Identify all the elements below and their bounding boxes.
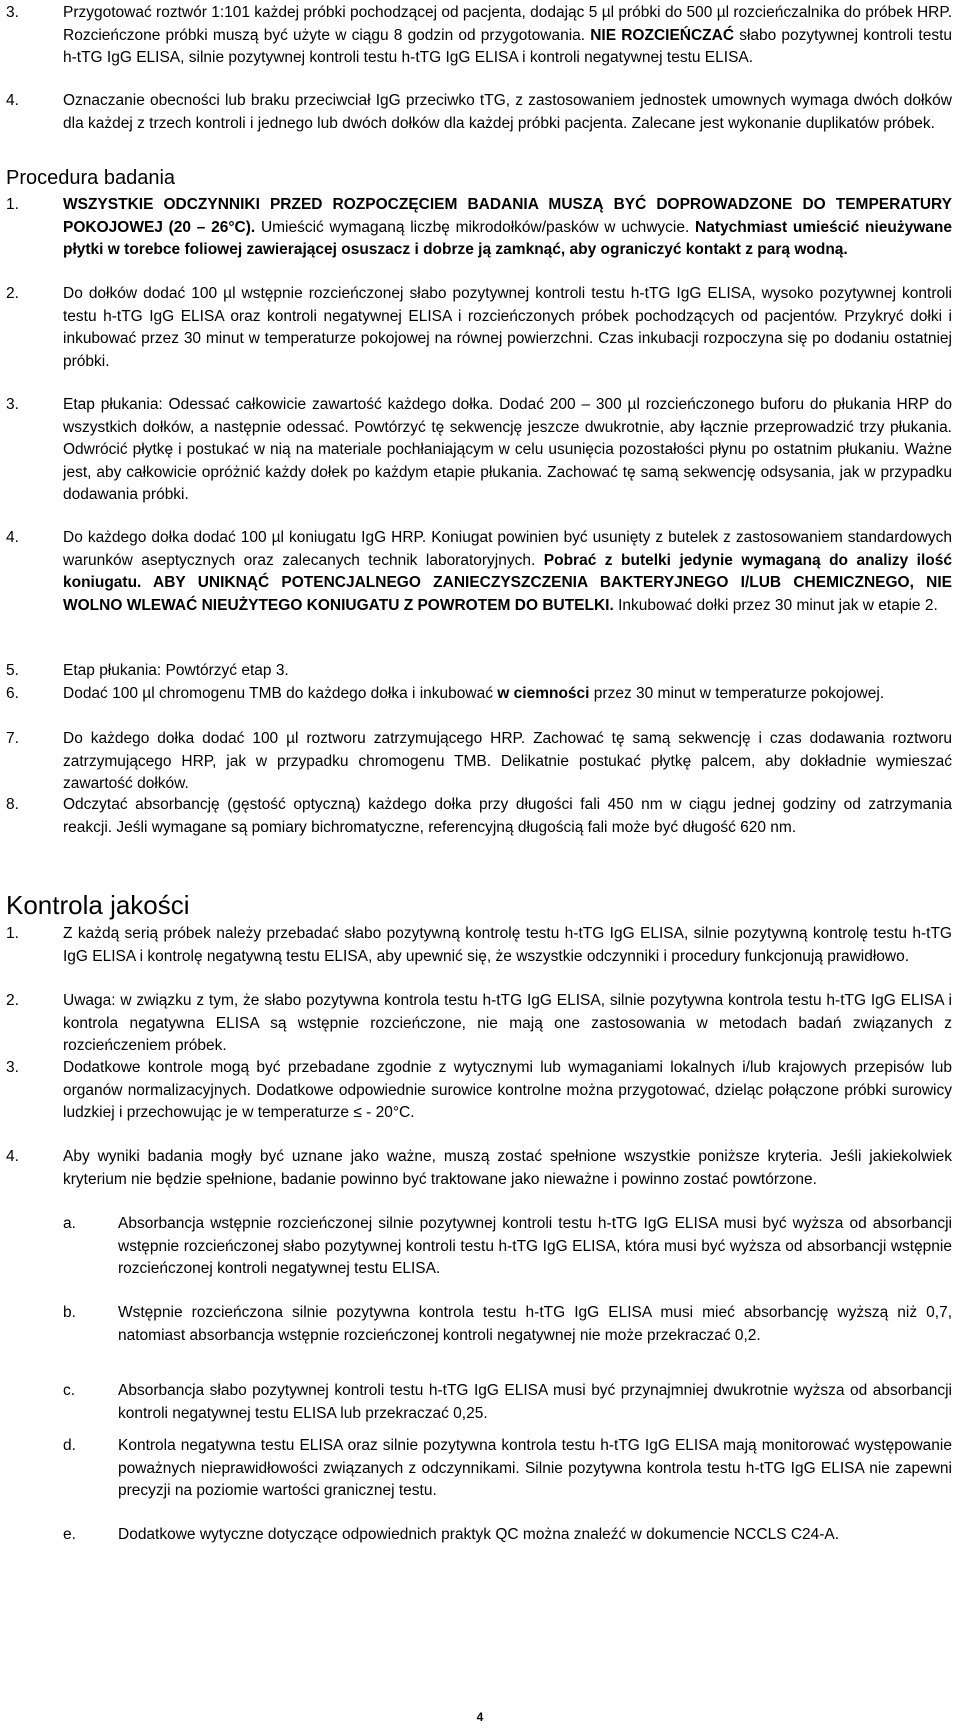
list-item (6, 990, 952, 1058)
item-emphasis: WSZYSTKIE ODCZYNNIKI PRZED ROZPOCZĘCIEM BADANIA MUSZĄ BYĆ DOPROWADZONE DO TEMPERATURY POKOJOWEJ (20 – 26°C). (63, 196, 952, 236)
item-number: 7. (6, 730, 19, 747)
item-text: Przygotować roztwór 1:101 każdej próbki pochodzącej od pacjenta, dodając 5 µl próbki do 500 µl rozcieńczalnika do próbek HRP. Rozcieńczone próbki muszą być użyte w ciągu 8 godzin od przygotowania. (63, 4, 952, 44)
item-text: Oznaczanie obecności lub braku przeciwciał IgG przeciwko tTG, z zastosowaniem jednostek umownych wymaga dwóch dołków dla każdej z trzech kontroli i jednego lub dwóch dołków dla każdej próbki pacjenta. Zalecane jest wykonanie duplikatów próbek. (63, 92, 952, 132)
item-text: Dodatkowe wytyczne dotyczące odpowiednich praktyk QC można znaleźć w dokumencie NCCLS C24-A. (118, 1526, 840, 1543)
list-item (6, 728, 952, 796)
item-number: 4. (6, 529, 19, 546)
list-item (6, 683, 952, 706)
sub-list-item (63, 1302, 952, 1347)
item-text: Absorbancja słabo pozytywnej kontroli testu h-tTG IgG ELISA musi być przynajmniej dwukrotnie wyższa od absorbancji kontroli negatywnej testu ELISA lub przekraczać 0,25. (118, 1382, 952, 1422)
item-number: 2. (6, 285, 19, 302)
item-text: Do każdego dołka dodać 100 µl koniugatu IgG HRP. Koniugat powinien być usunięty z butelek z zastosowaniem standardowych warunków aseptycznych oraz zalecanych technik laboratoryjnych. (63, 529, 952, 569)
sub-list-item (63, 1524, 952, 1547)
item-text: Dodatkowe kontrole mogą być przebadane zgodnie z wytycznymi lub wymaganiami lokalnych i/lub krajowych przepisów lub organów normalizacyjnych. Dodatkowe odpowiednie surowice kontrolne można przygotować, dzieląc połączone próbki surowicy ludzkiej i przechowując je w temperaturze ≤ - 20°C. (63, 1059, 952, 1121)
item-text: Umieścić wymaganą liczbę mikrodołków/pasków w uchwycie. (255, 218, 696, 236)
item-text: Kontrola negatywna testu ELISA oraz silnie pozytywna kontrola testu h-tTG IgG ELISA mają monitorować występowanie poważnych nieprawidłowości związanych z odczynnikami. Silnie pozytywna kontrola testu h-tTG IgG ELISA nie zapewni precyzji na poziomie wartości granicznej testu. (118, 1437, 952, 1499)
list-item (6, 394, 952, 507)
item-letter: a. (63, 1215, 76, 1232)
list-item (6, 2, 952, 70)
item-text: Aby wyniki badania mogły być uznane jako ważne, muszą zostać spełnione wszystkie poniższe kryteria. Jeśli jakiekolwiek kryterium nie będzie spełnione, badanie powinno być traktowane jako nieważne i powinno zostać powtórzone. (63, 1148, 952, 1188)
item-number: 4. (6, 92, 19, 109)
list-item (6, 90, 952, 135)
item-text: Etap płukania: Powtórzyć etap 3. (63, 662, 289, 679)
item-text: Absorbancja wstępnie rozcieńczonej silnie pozytywnej kontroli testu h-tTG IgG ELISA musi być wyższa od absorbancji wstępnie rozcieńczonej słabo pozytywnej kontroli testu h-tTG IgG ELISA, która musi być wyższa od absorbancji wstępnie rozcieńczonej kontroli negatywnej testu ELISA. (118, 1215, 952, 1277)
item-number: 2. (6, 992, 19, 1009)
item-number: 1. (6, 925, 19, 942)
item-number: 3. (6, 396, 19, 413)
item-text: Wstępnie rozcieńczona silnie pozytywna kontrola testu h-tTG IgG ELISA musi mieć absorbancję wyższą niż 0,7, natomiast absorbancja wstępnie rozcieńczonej kontroli negatywnej nie może przekraczać 0,2. (118, 1304, 952, 1344)
list-item (6, 527, 952, 617)
item-emphasis: NIE ROZCIEŃCZAĆ (590, 26, 735, 44)
item-letter: d. (63, 1437, 76, 1454)
item-text: Etap płukania: Odessać całkowicie zawartość każdego dołka. Dodać 200 – 300 µl rozcieńczonego buforu do płukania HRP do wszystkich dołków, a następnie odessać. Powtórzyć tę sekwencję jeszcze dwukrotnie, aby łącznie przeprowadzić trzy płukania. Odwrócić płytkę i postukać w nią na materiale pochłaniającym w celu usunięcia pozostałości płynu po ostatnim płukaniu. Ważne jest, aby całkowicie opróżnić każdy dołek po każdym etapie płukania. Zachować tę samą sekwencję odsysania, jak w przypadku dodawania próbki. (63, 396, 952, 503)
item-number: 3. (6, 4, 19, 21)
list-item (6, 1146, 952, 1191)
list-item (6, 1057, 952, 1125)
item-text: Z każdą serią próbek należy przebadać słabo pozytywną kontrolę testu h-tTG IgG ELISA, silnie pozytywną kontrolę testu h-tTG IgG ELISA i kontrolę negatywną testu ELISA, aby upewnić się, że wszystkie odczynniki i procedury funkcjonują prawidłowo. (63, 925, 952, 965)
item-number: 8. (6, 796, 19, 813)
list-item (6, 660, 952, 683)
item-emphasis: Pobrać z butelki jedynie wymaganą do analizy ilość koniugatu. ABY UNIKNĄĆ POTENCJALNEGO ZANIECZYSZCZENIA BAKTERYJNEGO I/LUB CHEMICZNEGO, NIE WOLNO WLEWAĆ NIEUŻYTEGO KONIUGATU Z POWROTEM DO BUTELKI. (63, 551, 952, 614)
item-text: Do dołków dodać 100 µl wstępnie rozcieńczonej słabo pozytywnej kontroli testu h-tTG IgG ELISA, wysoko pozytywnej kontroli testu h-tTG IgG ELISA oraz kontroli negatywnej ELISA i rozcieńczonych próbek pochodzących od pacjentów. Przykryć dołki i inkubować przez 30 minut w temperaturze pokojowej na równej powierzchni. Czas inkubacji rozpoczyna się po dodaniu ostatniej próbki. (63, 285, 952, 370)
item-number: 6. (6, 685, 19, 702)
item-emphasis: w ciemności (497, 685, 590, 702)
item-text: Inkubować dołki przez 30 minut jak w etapie 2. (613, 596, 938, 614)
item-letter: b. (63, 1304, 76, 1321)
sub-list-item (63, 1380, 952, 1425)
item-text: przez 30 minut w temperaturze pokojowej. (589, 685, 885, 702)
section-heading-quality: Kontrola jakości (6, 890, 190, 920)
item-letter: c. (63, 1382, 76, 1399)
item-text: Dodać 100 µl chromogenu TMB do każdego dołka i inkubować (63, 685, 498, 702)
item-number: 1. (6, 196, 19, 213)
item-emphasis: Natychmiast umieścić nieużywane płytki w torebce foliowej zawierającej osuszacz i dobrze ją zamknąć, aby ograniczyć kontakt z parą wodną. (63, 218, 952, 258)
item-number: 4. (6, 1148, 19, 1165)
item-text: Do każdego dołka dodać 100 µl roztworu zatrzymującego HRP. Zachować tę samą sekwencję i czas dodawania roztworu zatrzymującego HRP, jak w przypadku chromogenu TMB. Delikatnie postukać płytkę palcem, aby dokładnie wymieszać zawartość dołków. (63, 730, 952, 792)
sub-list-item (63, 1213, 952, 1281)
item-letter: e. (63, 1526, 76, 1543)
item-text: Odczytać absorbancję (gęstość optyczną) każdego dołka przy długości fali 450 nm w ciągu jednej godziny od zatrzymania reakcji. Jeśli wymagane są pomiary bichromatyczne, referencyjną długością fali może być długość 620 nm. (63, 796, 952, 836)
section-heading-procedure: Procedura badania (6, 167, 176, 189)
page-number: 4 (476, 1710, 484, 1724)
item-number: 3. (6, 1059, 19, 1076)
sub-list-item (63, 1435, 952, 1503)
item-text: Uwaga: w związku z tym, że słabo pozytywna kontrola testu h-tTG IgG ELISA, silnie pozytywna kontrola testu h-tTG IgG ELISA i kontrola negatywna ELISA są wstępnie rozcieńczone, nie mają one zastosowania w metodach badań związanych z rozcieńczeniem próbek. (63, 992, 952, 1054)
list-item (6, 283, 952, 373)
list-item (6, 194, 952, 262)
list-item (6, 923, 952, 968)
list-item (6, 794, 952, 839)
item-number: 5. (6, 662, 19, 679)
item-text: słabo pozytywnej kontroli testu h-tTG IgG ELISA, silnie pozytywnej kontroli testu h-tTG IgG ELISA i kontroli negatywnej testu ELISA. (63, 26, 952, 66)
